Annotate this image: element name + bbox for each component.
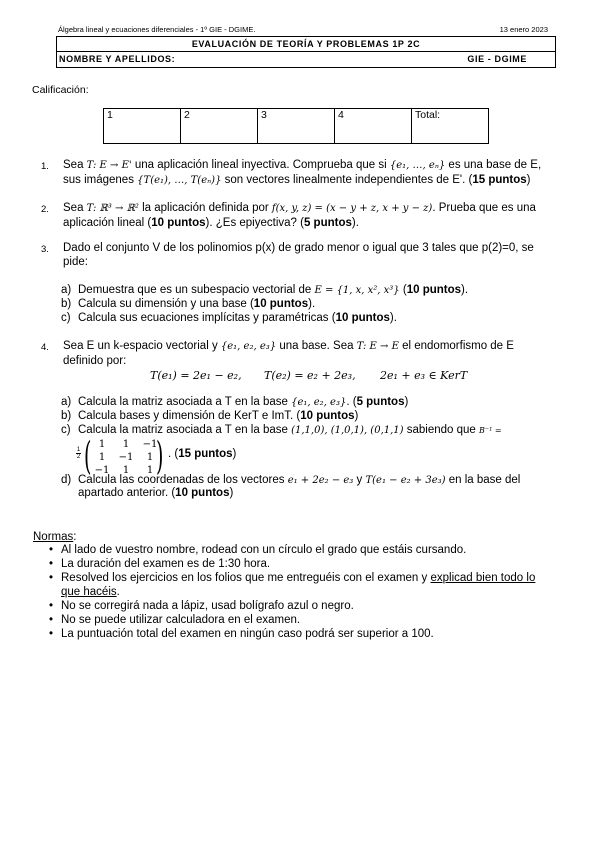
q4-part-c: Calcula la matriz asociada a T en la base (1,1,0), (1,0,1), (0,1,1) sabiendo que B⁻¹ =: [78, 424, 502, 436]
q3-a-label: a): [61, 284, 72, 296]
q4-b-label: b): [61, 410, 72, 422]
q4-a-label: a): [61, 396, 72, 408]
grades-table: [103, 108, 489, 144]
q4-part-b: Calcula bases y dimensión de KerT e ImT. (10 puntos): [78, 410, 359, 422]
matrix-fraction: $\frac{1}{2}$: [76, 447, 81, 460]
course-header: Álgebra lineal y ecuaciones diferenciales - 1º GIE - DGIME.: [58, 25, 256, 34]
rule-item: • No se corregirá nada a lápiz, usad bolígrafo azul o negro.: [47, 599, 577, 613]
grade-cell-4: 4: [335, 109, 412, 144]
rules-list: [47, 543, 577, 641]
q4-c-label: c): [61, 424, 71, 436]
right-paren: ): [156, 434, 164, 478]
q4-part-a: Calcula la matriz asociada a T en la base {e₁, e₂, e₃}. (5 puntos): [78, 396, 409, 408]
grade-cell-total: Total:: [412, 109, 489, 144]
q3-part-b: Calcula su dimensión y una base (10 puntos).: [78, 298, 316, 310]
q3-part-a: Demuestra que es un subespacio vectorial de E = {1, x, x², x³} (10 puntos).: [78, 284, 469, 296]
question-2: Sea T: ℝ³ → ℝ² la aplicación definida por f(x, y, z) = (x − y + z, x + y − z). Prueba que es una aplicación lineal (10 puntos). ¿Es epiyectiva? (5 puntos).: [63, 202, 536, 229]
exam-title: EVALUACIÓN DE TEORÍA Y PROBLEMAS 1P 2C: [191, 39, 421, 49]
question-4: Sea E un k-espacio vectorial y {e₁, e₂, e₃} una base. Sea T: E → E el endomorfismo de E definido por:: [63, 340, 514, 367]
q3-b-label: b): [61, 298, 72, 310]
question-3: Dado el conjunto V de los polinomios p(x) de grado menor o igual que 3 tales que p(2)=0, se pide:: [63, 242, 534, 268]
rules-heading: Normas:: [33, 531, 77, 543]
grades-label: Calificación:: [32, 84, 89, 96]
name-box: [56, 52, 556, 68]
rule-item: • Resolved los ejercicios en los folios que me entreguéis con el examen y explicad bien todo lo que hacéis.: [47, 571, 577, 599]
q4-matrix: [76, 434, 237, 478]
q4-d-label: d): [61, 474, 72, 486]
question-1-number: 1.: [41, 161, 49, 172]
rule-item: • La puntuación total del examen en ningún caso podrá ser superior a 100.: [47, 627, 577, 641]
grade-cell-1: 1: [104, 109, 181, 144]
question-1: Sea T: E → E' una aplicación lineal inyectiva. Comprueba que si {e₁, …, eₙ} es una base de E, sus imágenes {T(e₁), …, T(eₙ)} son vectores linealmente independientes de E'. (15 puntos): [63, 159, 542, 186]
question-3-number: 3.: [41, 244, 49, 255]
q4-eq-2: T(e₂) = e₂ + 2e₃,: [264, 369, 356, 382]
q4-part-d: Calcula las coordenadas de los vectores e₁ + 2e₂ − e₃ y T(e₁ − e₂ + 3e₃) en la base del apartado anterior. (10 puntos): [78, 474, 521, 499]
q4-eq-3: 2e₁ + e₃ ∈ KerT: [380, 369, 468, 382]
question-4-number: 4.: [41, 342, 49, 353]
q3-c-label: c): [61, 312, 71, 324]
rule-item: • No se puede utilizar calculadora en el examen.: [47, 613, 577, 627]
q4-c-points: . (15 puntos): [168, 448, 237, 460]
rule-item: • La duración del examen es de 1:30 hora.: [47, 557, 577, 571]
grade-cell-3: 3: [258, 109, 335, 144]
rule-item: • Al lado de vuestro nombre, rodead con un círculo el grado que estáis cursando.: [47, 543, 577, 557]
group-label: GIE - DGIME: [467, 54, 527, 64]
name-label: NOMBRE Y APELLIDOS:: [59, 54, 176, 64]
matrix-table: 1 1 −1 1 −1 1 −1 1 1: [94, 439, 158, 476]
exam-title-box: [56, 36, 556, 52]
grade-cell-2: 2: [181, 109, 258, 144]
left-paren: (: [84, 434, 92, 478]
exam-date: 13 enero 2023: [499, 25, 548, 34]
q4-eq-1: T(e₁) = 2e₁ − e₂,: [150, 369, 242, 382]
question-2-number: 2.: [41, 204, 49, 215]
q3-part-c: Calcula sus ecuaciones implícitas y paramétricas (10 puntos).: [78, 312, 397, 324]
